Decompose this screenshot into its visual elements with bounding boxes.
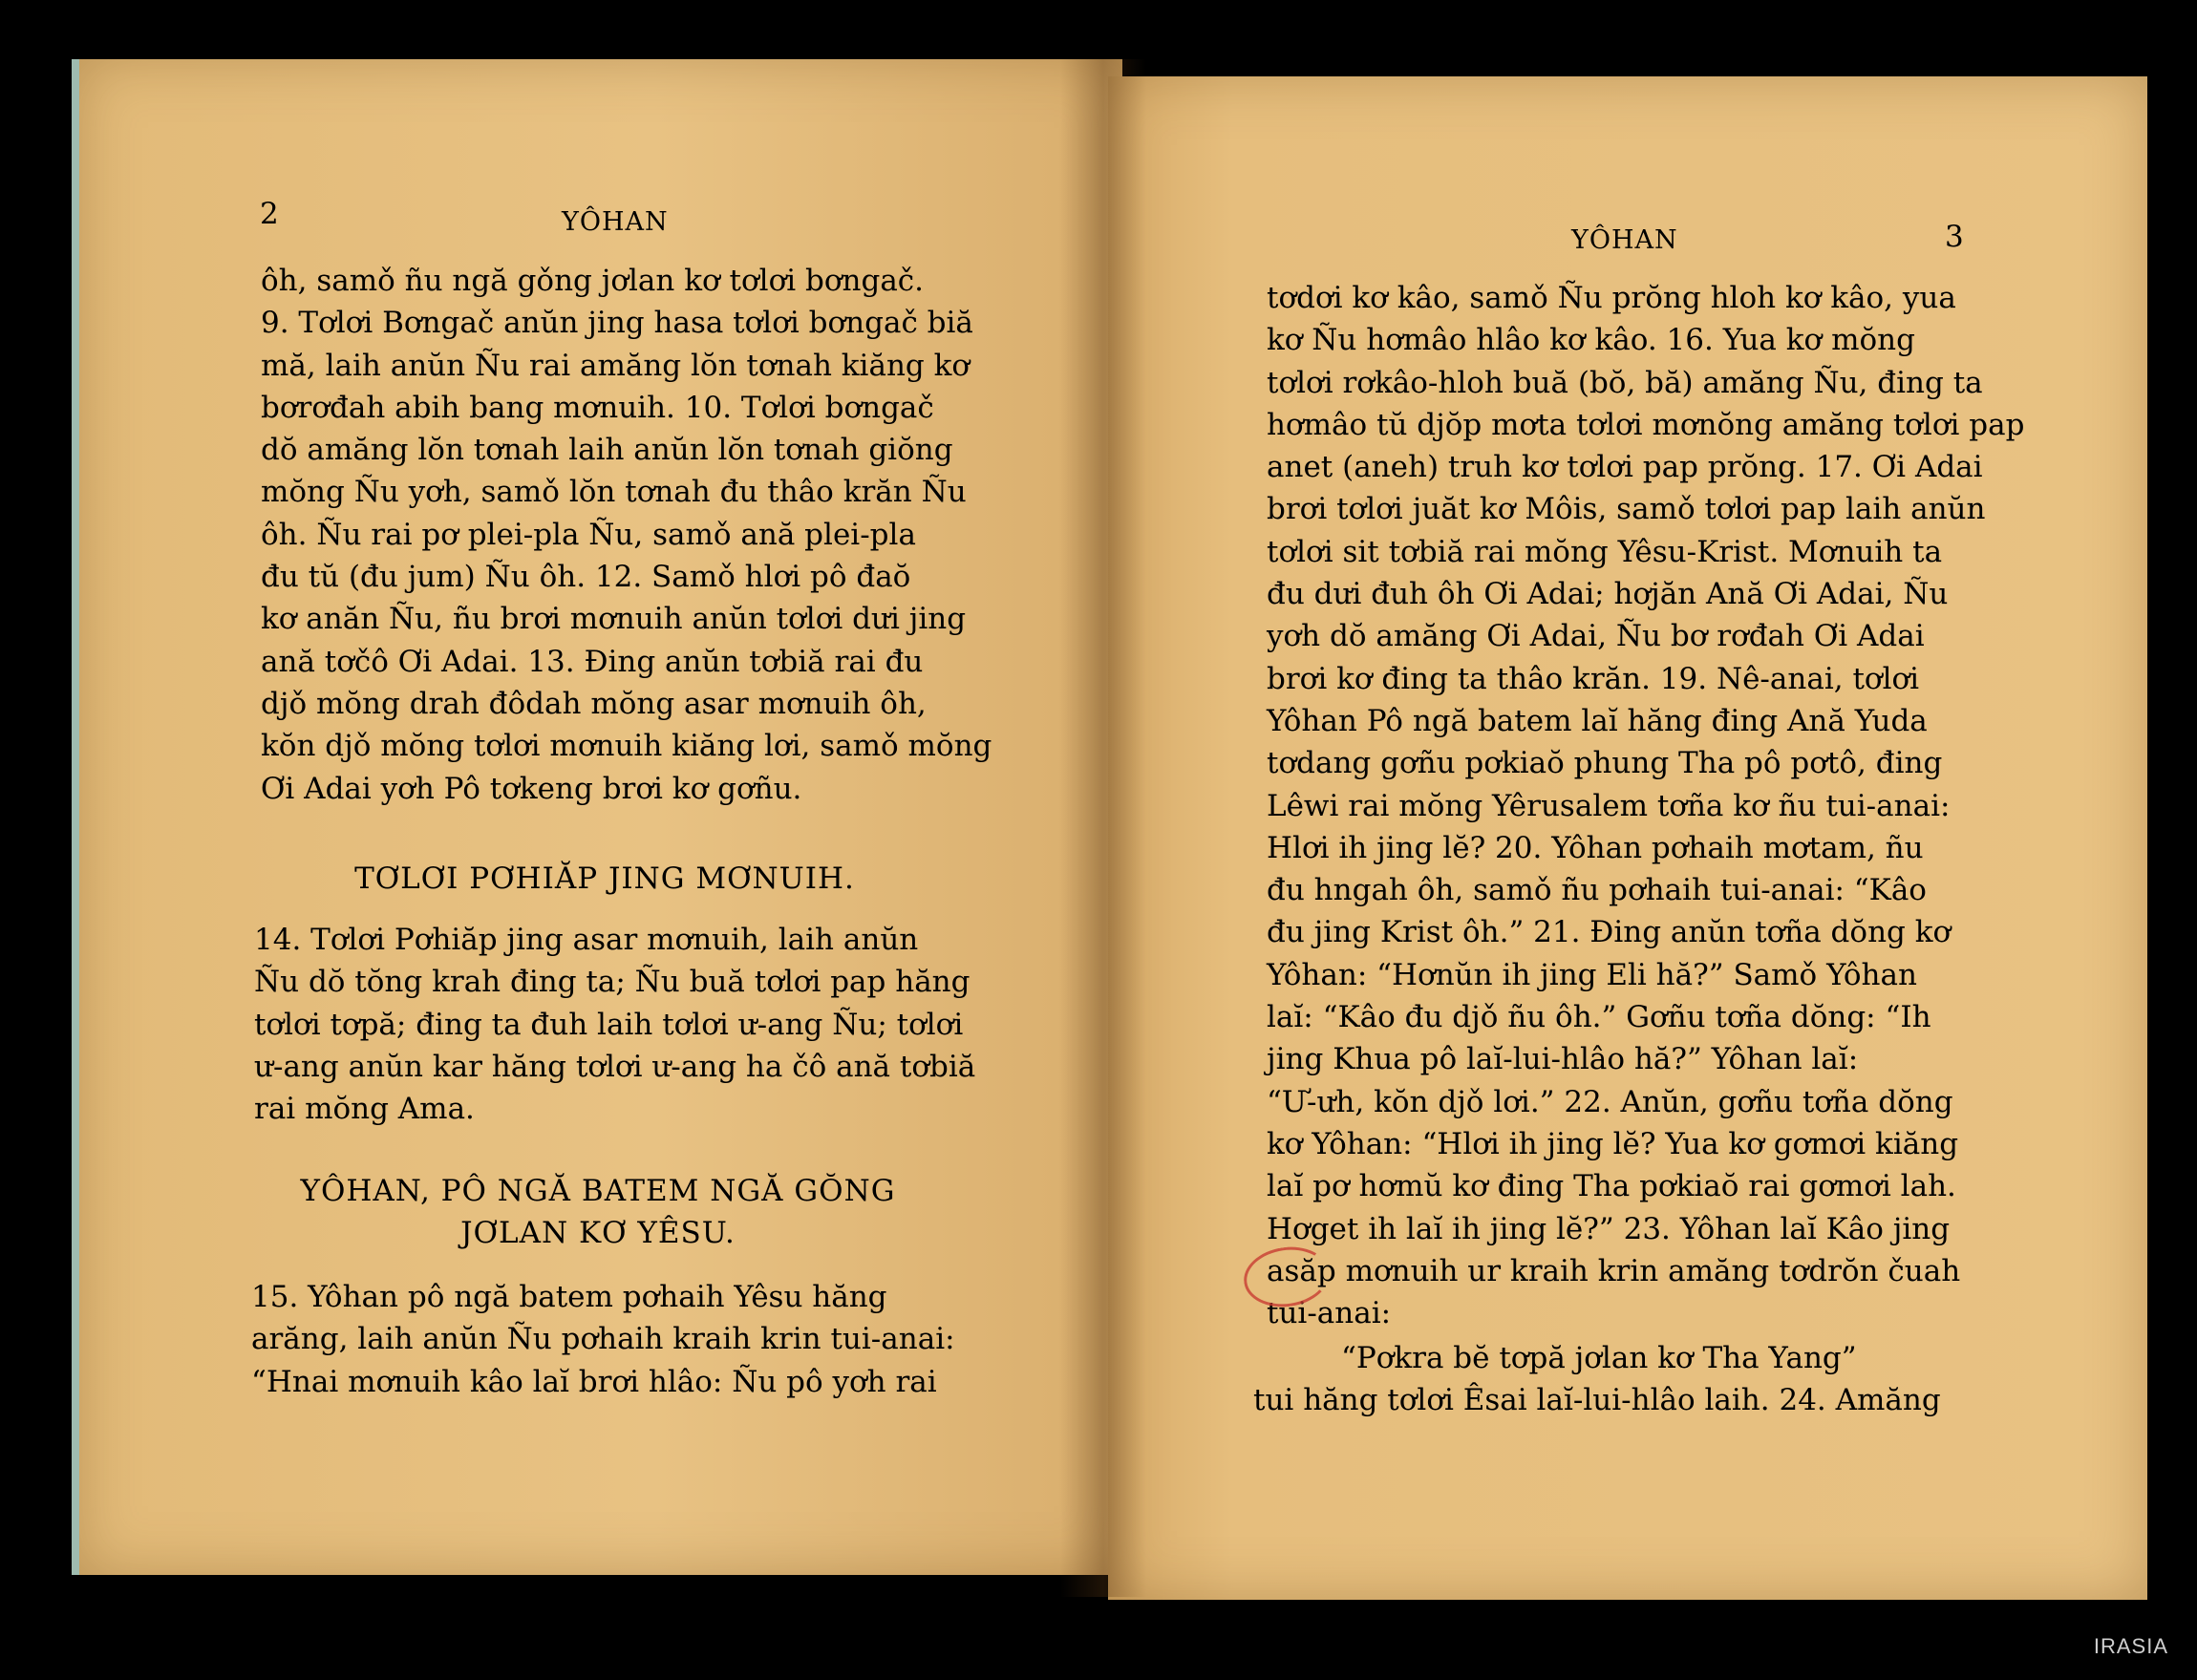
text-line: djǒ mŏng drah đôdah mŏng asar mơnuih ôh,	[261, 686, 927, 721]
text-line: tơlơi sit tơbiă rai mŏng Yêsu-Krist. Mơnuih ta	[1267, 534, 1943, 569]
section-heading-2	[254, 1170, 942, 1254]
page-number-left: 2	[260, 197, 279, 231]
text-line: jing Khua pô laĭ-lui-hlâo hă?” Yôhan laĭ:	[1267, 1042, 1859, 1077]
text-line: 14. Tơlơi Pơhiăp jing asar mơnuih, laih anŭn	[254, 923, 919, 957]
text-line: tơdang gơñu pơkiaŏ phung Tha pô pơtô, đing	[1267, 746, 1943, 781]
text-line: kŏn djǒ mŏng tơlơi mơnuih kiăng lơi, samǒ mŏng	[261, 729, 992, 764]
text-line: ôh. Ñu rai pơ plei-pla Ñu, samǒ ană plei-pla	[261, 517, 916, 552]
text-line: “Ư-ưh, kŏn djǒ lơi.” 22. Anŭn, gơñu tơña dŏng	[1267, 1084, 1953, 1119]
text-line: kơ anăn Ñu, ñu brơi mơnuih anŭn tơlơi dưi jing	[261, 602, 967, 637]
text-line: tui-anai:	[1267, 1296, 1392, 1331]
text-line: Yôhan: “Hơnŭn ih jing Eli hă?” Samǒ Yôhan	[1267, 957, 1917, 992]
text-line: brơi kơ đing ta thâo krăn. 19. Nê-anai, tơlơi	[1267, 661, 1920, 696]
text-line: laĭ: “Kâo đu djǒ ñu ôh.” Gơñu tơña dŏng: “Ih	[1267, 1000, 1931, 1035]
text-line: kơ Yôhan: “Hlơi ih jing lĕ? Yua kơ gơmơi kiăng	[1267, 1126, 1959, 1161]
text-line: ôh, samǒ ñu ngă gǒng jơlan kơ tơlơi bơngač.	[261, 264, 925, 298]
text-line: hơmâo tŭ djŏp mơta tơlơi mơnŏng amăng tơlơi pap	[1267, 407, 2025, 442]
text-line: mŏng Ñu yơh, samǒ lŏn tơnah đu thâo krăn Ñu	[261, 475, 967, 510]
scripture-quote: “Pơkra bĕ tơpă jơlan kơ Tha Yang”	[1341, 1341, 1857, 1375]
text-line: Hơget ih laĭ ih jing lĕ?” 23. Yôhan laĭ Kâo jing	[1267, 1211, 1951, 1246]
text-line: laĭ pơ hơmŭ kơ đing Tha pơkiaŏ rai gơmơi lah.	[1267, 1169, 1956, 1204]
left-paragraph-1	[261, 260, 992, 810]
text-line: đu tŭ (đu jum) Ñu ôh. 12. Samǒ hlơi pô đaŏ	[261, 560, 911, 595]
text-line: mă, laih anŭn Ñu rai amăng lŏn tơnah kiăng kơ	[261, 348, 971, 383]
section-heading-1: TƠLƠI PƠHIĂP JING MƠNUIH.	[354, 861, 855, 896]
text-line: đu dưi đuh ôh Ơi Adai; hơjăn Ană Ơi Adai, Ñu	[1267, 577, 1949, 612]
text-line: arăng, laih anŭn Ñu pơhaih kraih krin tui-anai:	[251, 1322, 955, 1357]
text-line: brơi tơlơi juăt kơ Môis, samǒ tơlơi pap laih anŭn	[1267, 492, 1986, 527]
text-line: yơh dŏ amăng Ơi Adai, Ñu bơ rơđah Ơi Adai	[1267, 619, 1925, 654]
text-line: ană tơčô Ơi Adai. 13. Đing anŭn tơbiă rai đu	[261, 644, 924, 679]
text-line: bơrơđah abih bang mơnuih. 10. Tơlơi bơngač	[261, 390, 934, 425]
heading-line: YÔHAN, PÔ NGĂ BATEM NGĂ GŎNG	[300, 1174, 896, 1208]
heading-line: JƠLAN KƠ YÊSU.	[460, 1216, 736, 1250]
watermark: IRASIA	[2093, 1634, 2168, 1658]
text-line: ư-ang anŭn kar hăng tơlơi ư-ang ha čô ană tơbiă	[254, 1049, 976, 1084]
text-line: Hlơi ih jing lĕ? 20. Yôhan pơhaih mơtam, ñu	[1267, 830, 1924, 865]
text-line: tơlơi rơkâo-hloh buă (bŏ, bă) amăng Ñu, đing ta	[1267, 365, 1983, 400]
page-number-right: 3	[1945, 220, 1964, 254]
left-paragraph-3	[251, 1276, 955, 1403]
left-paragraph-2	[254, 919, 975, 1130]
running-head-right: YÔHAN	[1571, 225, 1678, 255]
text-line: Lêwi rai mŏng Yêrusalem tơña kơ ñu tui-anai:	[1267, 788, 1951, 823]
text-line: rai mŏng Ama.	[254, 1092, 475, 1127]
text-line: tơlơi tơpă; đing ta đuh laih tơlơi ư-ang Ñu; tơlơi	[254, 1007, 964, 1042]
text-line: kơ Ñu hơmâo hlâo kơ kâo. 16. Yua kơ mŏng	[1267, 323, 1915, 358]
running-head-left: YÔHAN	[562, 207, 669, 237]
text-line: asăp mơnuih ur kraih krin amăng tơdrŏn čuah	[1267, 1253, 1961, 1288]
text-line: 9. Tơlơi Bơngač anŭn jing hasa tơlơi bơngač biă	[261, 306, 973, 341]
text-line: 15. Yôhan pô ngă batem pơhaih Yêsu hăng	[251, 1280, 887, 1314]
right-last-line: tui hăng tơlơi Êsai laĭ-lui-hlâo laih. 24. Amăng	[1253, 1383, 1941, 1417]
text-line: tơdơi kơ kâo, samǒ Ñu prŏng hloh kơ kâo, yua	[1267, 281, 1956, 315]
text-line: Yôhan Pô ngă batem laĭ hăng đing Ană Yuda	[1267, 703, 1928, 738]
text-line: đu jing Krist ôh.” 21. Đing anŭn tơña dŏng kơ	[1267, 915, 1952, 950]
text-line: đu hngah ôh, samǒ ñu pơhaih tui-anai: “Kâo	[1267, 873, 1927, 908]
text-line: Ñu dŏ tŏng krah đing ta; Ñu buă tơlơi pap hăng	[254, 965, 971, 1000]
text-line: “Hnai mơnuih kâo laĭ brơi hlâo: Ñu pô yơh rai	[251, 1364, 937, 1399]
text-line: anet (aneh) truh kơ tơlơi pap prŏng. 17. Ơi Adai	[1267, 450, 1983, 485]
text-line: Ơi Adai yơh Pô tơkeng brơi kơ gơñu.	[261, 771, 802, 806]
text-line: dŏ amăng lŏn tơnah laih anŭn lŏn tơnah giŏng	[261, 433, 953, 468]
right-body-text	[1267, 277, 2024, 1334]
